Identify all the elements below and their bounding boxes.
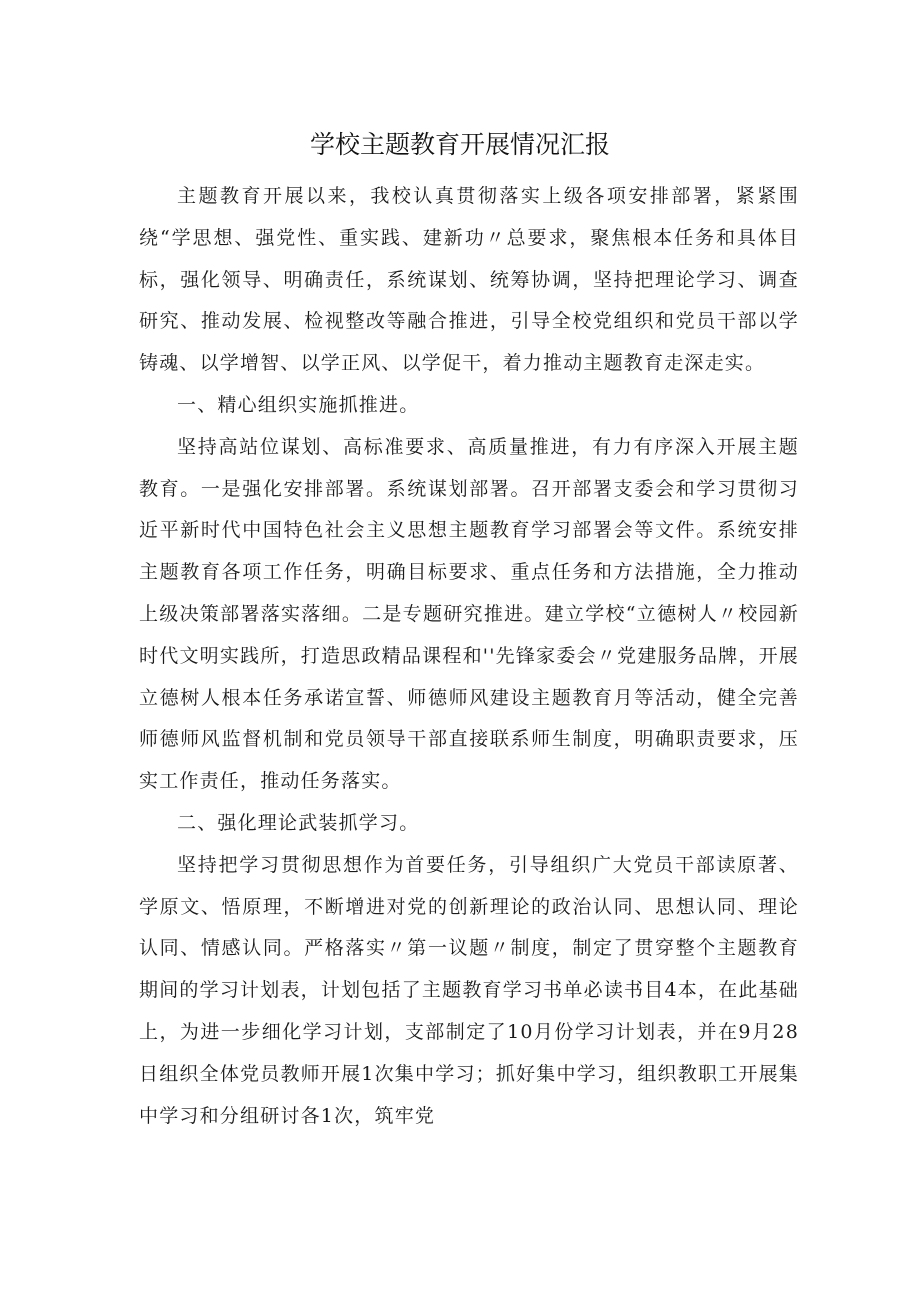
section-1-heading: 一、精心组织实施抓推进。 [177, 393, 420, 416]
section-2-heading: 二、强化理论武装抓学习。 [177, 811, 420, 834]
document-title: 学校主题教育开展情况汇报 [309, 130, 610, 159]
section-1-paragraph: 坚持高站位谋划、高标准要求、高质量推进，有力有序深入开展主题教育。一是强化安排部署。系统谋划部署。召开部署支委会和学习贯彻习近平新时代中国特色社会主义思想主题教育学习部署会等文件。系统安排主题教育各项工作任务，明确目标要求、重点任务和方法措施，全力推动上级决策部署落实落细。二是专题研究推进。建立学校“立德树人〃校园新时代文明实践所，打造思政精品课程和''先锋家委会〃党建服务品牌，开展立德树人根本任务承诺宣誓、师德师风建设主题教育月等活动，健全完善师德师风监督机制和党员领导干部直接联系师生制度，明确职责要求，压实工作责任，推动任务落实。 [139, 435, 799, 793]
section-2-paragraph: 坚持把学习贯彻思想作为首要任务，引导组织广大党员干部读原著、学原文、悟原理，不断增进对党的创新理论的政治认同、思想认同、理论认同、情感认同。严格落实〃第一议题〃制度，制定了贯穿整个主题教育期间的学习计划表，计划包括了主题教育学习书单必读书目4本，在此基础上，为进一步细化学习计划，支部制定了10月份学习计划表，并在9月28日组织全体党员教师开展1次集中学习；抓好集中学习，组织教职工开展集中学习和分组研讨各1次，筑牢党 [139, 853, 799, 1127]
intro-paragraph: 主题教育开展以来，我校认真贯彻落实上级各项安排部署，紧紧围绕“学思想、强党性、重实践、建新功〃总要求，聚焦根本任务和具体目标，强化领导、明确责任，系统谋划、统筹协调，坚持把理论学习、调查研究、推动发展、检视整改等融合推进，引导全校党组织和党员干部以学铸魂、以学增智、以学正风、以学促干，着力推动主题教育走深走实。 [139, 185, 799, 375]
document-body [139, 176, 799, 1137]
